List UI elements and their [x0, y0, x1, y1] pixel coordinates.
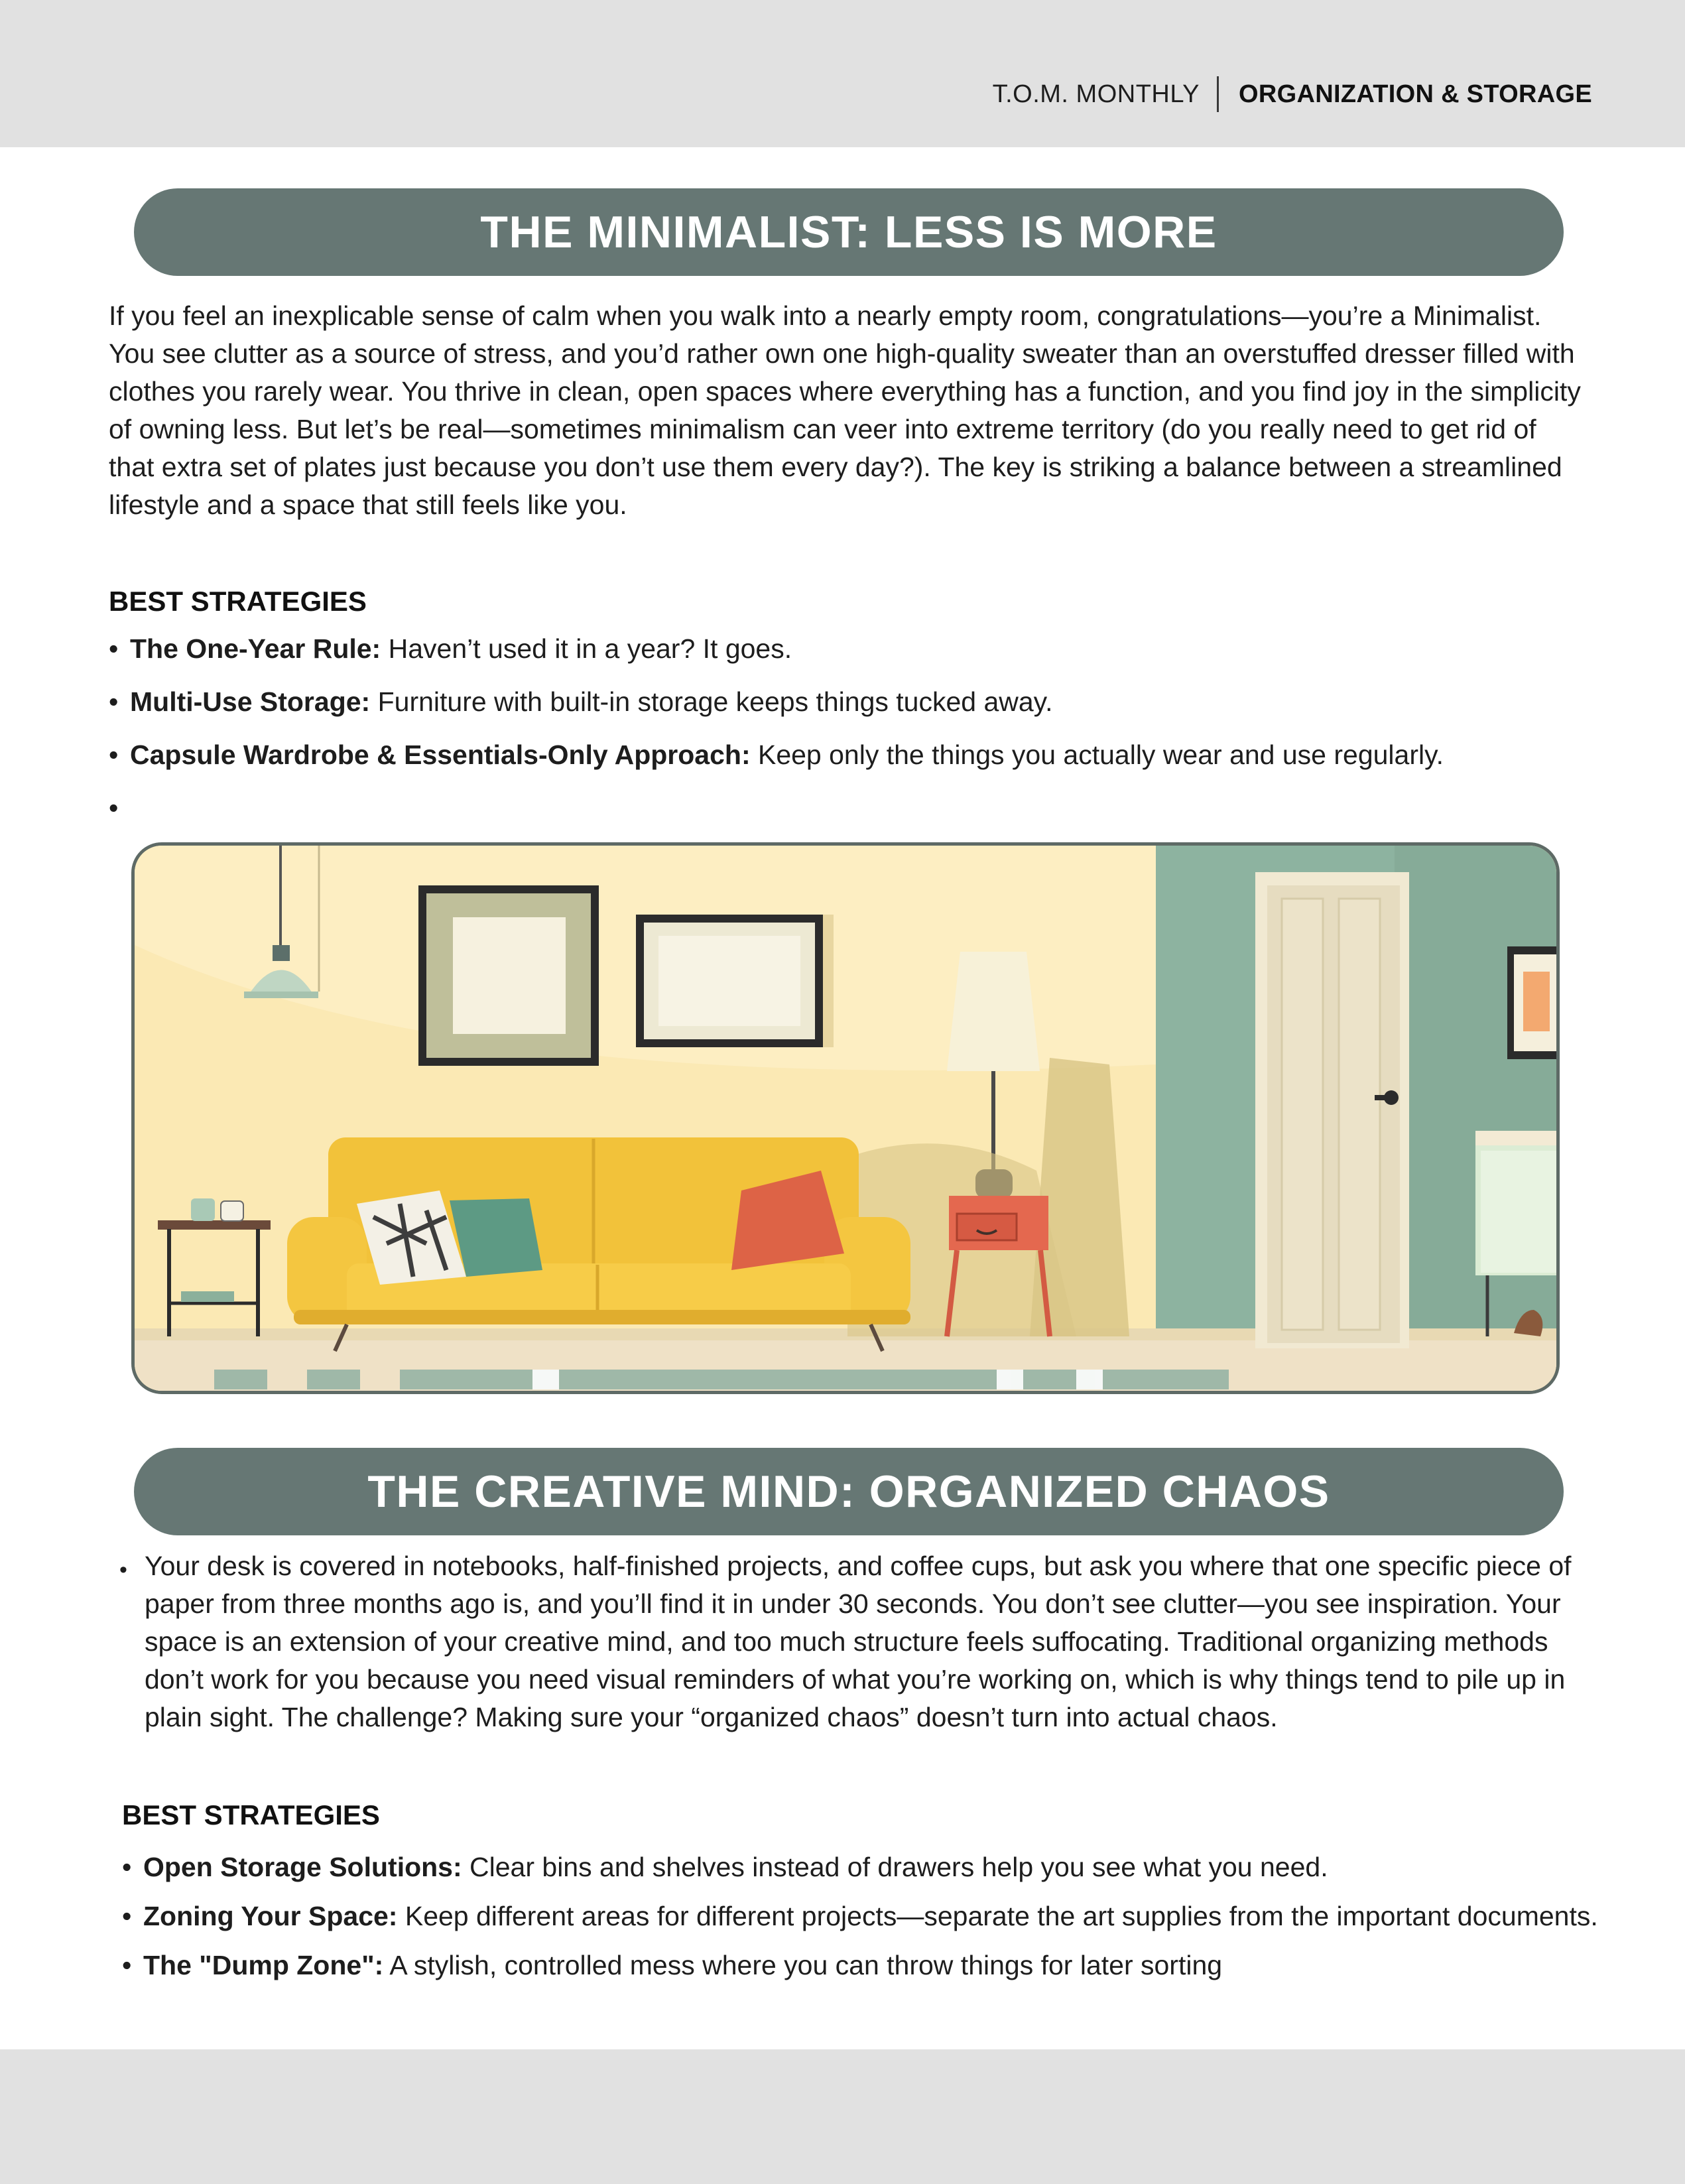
- minimalist-body: If you feel an inexplicable sense of calm when you walk into a nearly empty room, congratulations—you’re a Minimalist. You see clutter as a source of stress, and you’d rather own one high-quality sweater than an overstuffed dresser filled with clothes you rarely wear. You thrive in clean, open spaces where everything has a function, and you find joy in the simplicity of owning less. But let’s be real—sometimes minimalism can veer into extreme territory (do you really need to get rid of that extra set of plates just because you don’t use them every day?). The key is striking a balance between a streamlined lifestyle and a space that still feels like you.: [109, 300, 1581, 520]
- living-room-illustration: [131, 842, 1560, 1394]
- minimalist-title: THE MINIMALIST: LESS IS MORE: [480, 207, 1217, 257]
- header-band: [0, 0, 1685, 147]
- list-item: • The One-Year Rule: Haven’t used it in a year? It goes.: [109, 632, 1444, 685]
- footer-band: [0, 2049, 1685, 2184]
- list-item: • Zoning Your Space: Keep different areas for different projects—separate the art supplies from the important documents.: [122, 1899, 1598, 1949]
- list-item-empty: [109, 791, 1444, 844]
- bullet-dot: •: [119, 1557, 127, 1582]
- minimalist-strategies-list: [109, 632, 1444, 844]
- list-item: • Open Storage Solutions: Clear bins and shelves instead of drawers help you see what you need.: [122, 1850, 1598, 1899]
- section-name: ORGANIZATION & STORAGE: [1239, 80, 1592, 108]
- creative-title-banner: [134, 1448, 1564, 1535]
- list-item: • Capsule Wardrobe & Essentials-Only Approach: Keep only the things you actually wear and use regularly.: [109, 738, 1444, 791]
- minimalist-title-banner: [134, 188, 1564, 276]
- creative-title: THE CREATIVE MIND: ORGANIZED CHAOS: [367, 1466, 1330, 1517]
- list-item: • Multi-Use Storage: Furniture with built-in storage keeps things tucked away.: [109, 685, 1444, 738]
- publication-name: T.O.M. MONTHLY: [992, 80, 1200, 108]
- creative-strategies-heading: BEST STRATEGIES: [122, 1799, 380, 1831]
- creative-body: Your desk is covered in notebooks, half-finished projects, and coffee cups, but ask you where that one specific piece of paper from three months ago is, and you’ll find it in under 30 seconds. You don’t see clutter—you see inspiration. Your space is an extension of your creative mind, and too much structure feels suffocating. Traditional organizing methods don’t work for you because you need visual reminders of what you’re working on, which is why things tend to pile up in plain sight. The challenge? Making sure your “organized chaos” doesn’t turn into actual chaos.: [145, 1551, 1572, 1732]
- masthead: [993, 77, 1592, 111]
- list-item: • The "Dump Zone": A stylish, controlled mess where you can throw things for later sorting: [122, 1949, 1598, 1998]
- minimalist-strategies-heading: BEST STRATEGIES: [109, 586, 367, 617]
- creative-strategies-list: [122, 1850, 1598, 1998]
